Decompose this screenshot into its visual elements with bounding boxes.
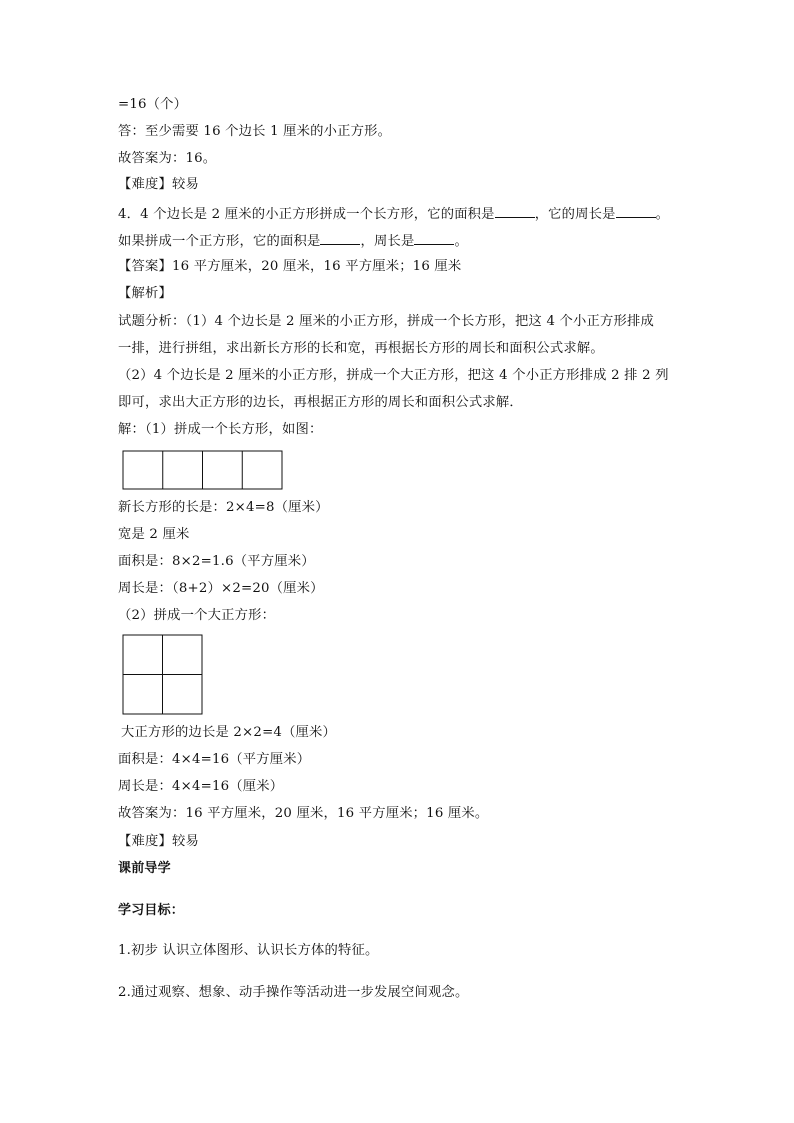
question-text: 4．4 个边长是 2 厘米的小正方形拼成一个长方形，它的面积是 <box>118 207 495 222</box>
question-text: 。 <box>655 207 670 222</box>
text-line: （2）拼成一个大正方形： <box>118 608 276 623</box>
section-heading: 课前导学 <box>118 861 171 876</box>
text-line: 面积是：8×2=1.6（平方厘米） <box>118 554 315 569</box>
text-line: 宽是 2 厘米 <box>118 527 190 542</box>
question-text: 如果拼成一个正方形，它的面积是 <box>118 234 321 249</box>
text-line: 试题分析：（1）4 个边长是 2 厘米的小正方形，拼成一个长方形，把这 4 个小正方形排成 <box>118 314 655 329</box>
answer-blank <box>495 204 535 218</box>
question-4-line-2 <box>118 231 468 251</box>
text-line: 解：（1）拼成一个长方形，如图： <box>118 422 323 437</box>
text-line: 一排，进行拼组，求出新长方形的长和宽，再根据长方形的周长和面积公式求解。 <box>118 341 604 356</box>
text-line: 大正方形的边长是 2×2=4（厘米） <box>121 725 337 740</box>
answer-blank <box>616 204 656 218</box>
text-line: 新长方形的长是：2×4=8（厘米） <box>118 500 329 515</box>
section-subheading: 学习目标： <box>118 903 185 918</box>
text-line: 周长是：4×4=16（厘米） <box>118 779 284 794</box>
rectangle-figure <box>122 450 284 491</box>
difficulty-line: 【难度】较易 <box>118 834 199 849</box>
question-text: 。 <box>454 234 468 249</box>
analysis-heading: 【解析】 <box>118 286 172 301</box>
question-4-line-1 <box>118 204 669 224</box>
objective-item: 2.通过观察、想象、动手操作等活动进一步发展空间观念。 <box>118 985 469 1000</box>
text-line: 故答案为：16 平方厘米，20 厘米，16 平方厘米；16 厘米。 <box>118 806 489 821</box>
answer-blank <box>414 231 454 245</box>
objective-item: 1.初步 认识立体图形、认识长方体的特征。 <box>118 943 379 958</box>
text-line: =16（个） <box>118 97 188 112</box>
text-line: 答：至少需要 16 个边长 1 厘米的小正方形。 <box>118 124 392 139</box>
answer-blank <box>320 231 360 245</box>
text-line: （2）4 个边长是 2 厘米的小正方形，拼成一个大正方形，把这 4 个小正方形排成 2 排 2 列 <box>118 368 669 383</box>
text-line: 周长是：（8+2）×2=20（厘米） <box>118 581 324 596</box>
question-text: ，周长是 <box>360 234 415 249</box>
answer-line: 【答案】16 平方厘米，20 厘米，16 平方厘米；16 厘米 <box>118 259 462 274</box>
square-figure <box>122 634 204 716</box>
text-line: 故答案为：16。 <box>118 151 217 166</box>
text-line: 面积是：4×4=16（平方厘米） <box>118 752 311 767</box>
question-text: ，它的周长是 <box>534 207 616 222</box>
text-line: 即可，求出大正方形的边长，再根据正方形的周长和面积公式求解． <box>118 395 523 410</box>
difficulty-line: 【难度】较易 <box>118 177 199 192</box>
